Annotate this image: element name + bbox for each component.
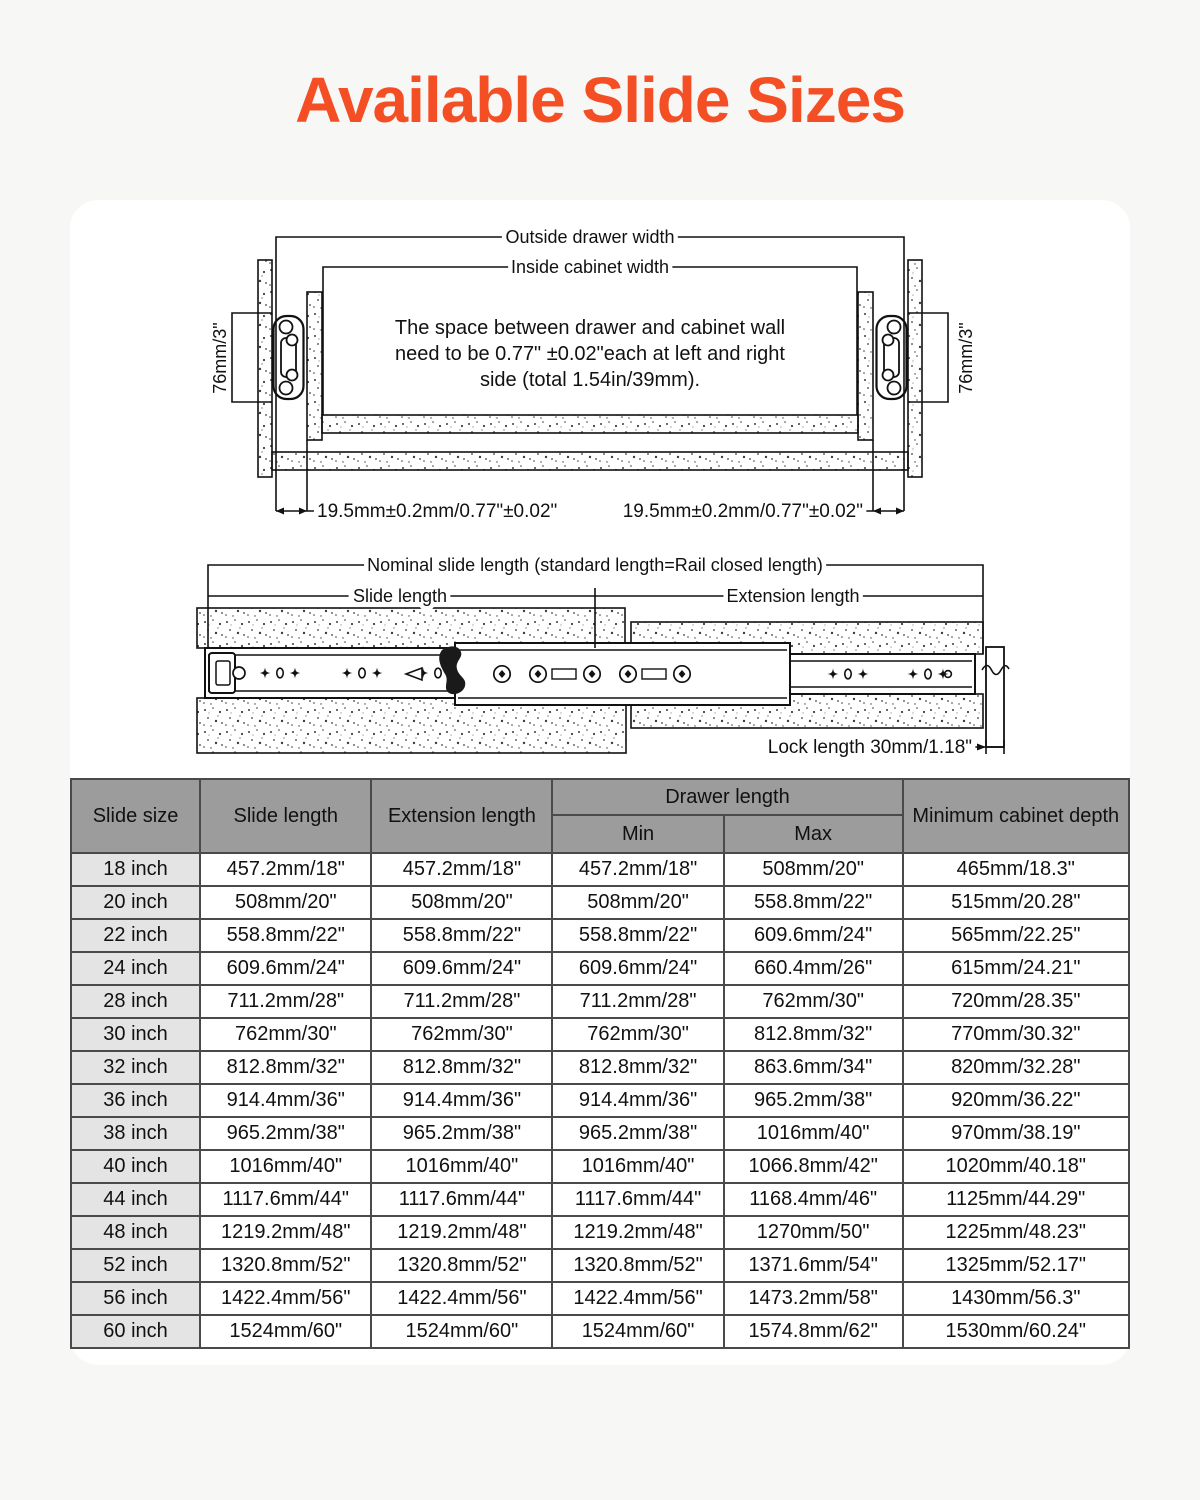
row-cell: 1219.2mm/48" [200, 1216, 371, 1249]
row-cell: 711.2mm/28" [200, 985, 371, 1018]
row-cell: 762mm/30" [552, 1018, 723, 1051]
size-table-body [71, 853, 1129, 1348]
side-gap-label-left: 19.5mm±0.2mm/0.77"±0.02" [317, 501, 558, 522]
row-slide-size: 38 inch [71, 1117, 200, 1150]
row-cell: 1524mm/60" [371, 1315, 552, 1348]
row-cell: 1066.8mm/42" [724, 1150, 903, 1183]
header-min-cabinet-depth: Minimum cabinet depth [903, 779, 1129, 853]
row-slide-size: 32 inch [71, 1051, 200, 1084]
row-cell: 609.6mm/24" [552, 952, 723, 985]
table-row [71, 853, 1129, 886]
cabinet-wall-left [258, 260, 272, 477]
row-cell: 820mm/32.28" [903, 1051, 1129, 1084]
row-cell: 1117.6mm/44" [552, 1183, 723, 1216]
row-cell: 615mm/24.21" [903, 952, 1129, 985]
row-cell: 1225mm/48.23" [903, 1216, 1129, 1249]
table-row [71, 1018, 1129, 1051]
row-cell: 970mm/38.19" [903, 1117, 1129, 1150]
slide-length-diagram [197, 555, 1009, 758]
table-row [71, 1183, 1129, 1216]
table-row [71, 1315, 1129, 1348]
row-cell: 1422.4mm/56" [552, 1282, 723, 1315]
row-cell: 515mm/20.28" [903, 886, 1129, 919]
row-cell: 1219.2mm/48" [552, 1216, 723, 1249]
rail-height-label-left: 76mm/3" [210, 322, 230, 394]
cabinet-bottom-panel [197, 698, 626, 753]
drawer-wall-right [858, 292, 873, 440]
table-row [71, 1282, 1129, 1315]
header-slide-size: Slide size [71, 779, 200, 853]
table-row [71, 1051, 1129, 1084]
row-slide-size: 28 inch [71, 985, 200, 1018]
row-slide-size: 22 inch [71, 919, 200, 952]
table-row [71, 919, 1129, 952]
header-drawer-min: Min [552, 815, 723, 853]
row-cell: 762mm/30" [371, 1018, 552, 1051]
carriage-member [406, 643, 790, 705]
row-cell: 770mm/30.32" [903, 1018, 1129, 1051]
row-cell: 508mm/20" [371, 886, 552, 919]
row-cell: 1320.8mm/52" [200, 1249, 371, 1282]
size-table [70, 778, 1130, 1349]
row-slide-size: 36 inch [71, 1084, 200, 1117]
header-drawer-length: Drawer length [552, 779, 902, 815]
row-cell: 711.2mm/28" [552, 985, 723, 1018]
row-cell: 762mm/30" [200, 1018, 371, 1051]
drawer-bottom [322, 415, 858, 433]
row-cell: 1168.4mm/46" [724, 1183, 903, 1216]
clearance-note-line3: side (total 1.54in/39mm). [479, 369, 701, 391]
row-cell: 965.2mm/38" [724, 1084, 903, 1117]
row-cell: 558.8mm/22" [371, 919, 552, 952]
row-cell: 914.4mm/36" [200, 1084, 371, 1117]
row-cell: 609.6mm/24" [724, 919, 903, 952]
row-cell: 812.8mm/32" [200, 1051, 371, 1084]
page-title: Available Slide Sizes [295, 64, 905, 136]
row-cell: 1320.8mm/52" [552, 1249, 723, 1282]
inside-width-dim-line [323, 267, 857, 415]
row-cell: 1117.6mm/44" [371, 1183, 552, 1216]
row-slide-size: 44 inch [71, 1183, 200, 1216]
row-cell: 711.2mm/28" [371, 985, 552, 1018]
row-cell: 508mm/20" [552, 886, 723, 919]
side-gap-label-right: 19.5mm±0.2mm/0.77"±0.02" [622, 501, 863, 522]
row-cell: 914.4mm/36" [371, 1084, 552, 1117]
table-row [71, 952, 1129, 985]
row-cell: 965.2mm/38" [200, 1117, 371, 1150]
row-cell: 1325mm/52.17" [903, 1249, 1129, 1282]
table-row [71, 1216, 1129, 1249]
spec-card [70, 200, 1130, 1365]
drawer-wall-left [307, 292, 322, 440]
row-cell: 1430mm/56.3" [903, 1282, 1129, 1315]
row-cell: 720mm/28.35" [903, 985, 1129, 1018]
row-cell: 965.2mm/38" [552, 1117, 723, 1150]
clearance-note-line1: The space between drawer and cabinet wall [394, 317, 786, 339]
row-cell: 1117.6mm/44" [200, 1183, 371, 1216]
clearance-note-line2: need to be 0.77" ±0.02"each at left and right [395, 343, 785, 365]
technical-diagrams [70, 200, 1130, 778]
row-cell: 1371.6mm/54" [724, 1249, 903, 1282]
row-cell: 558.8mm/22" [724, 886, 903, 919]
row-cell: 1473.2mm/58" [724, 1282, 903, 1315]
row-slide-size: 56 inch [71, 1282, 200, 1315]
slide-cross-section-left [274, 316, 304, 399]
row-cell: 920mm/36.22" [903, 1084, 1129, 1117]
row-cell: 1016mm/40" [552, 1150, 723, 1183]
row-cell: 609.6mm/24" [200, 952, 371, 985]
row-cell: 1016mm/40" [724, 1117, 903, 1150]
row-slide-size: 52 inch [71, 1249, 200, 1282]
row-cell: 1219.2mm/48" [371, 1216, 552, 1249]
table-row [71, 1084, 1129, 1117]
cabinet-wall-right [908, 260, 922, 477]
row-cell: 465mm/18.3" [903, 853, 1129, 886]
row-cell: 1422.4mm/56" [200, 1282, 371, 1315]
row-cell: 863.6mm/34" [724, 1051, 903, 1084]
row-cell: 812.8mm/32" [552, 1051, 723, 1084]
row-cell: 914.4mm/36" [552, 1084, 723, 1117]
row-cell: 1422.4mm/56" [371, 1282, 552, 1315]
row-cell: 812.8mm/32" [724, 1018, 903, 1051]
nominal-length-label: Nominal slide length (standard length=Rail closed length) [367, 555, 823, 575]
header-extension-length: Extension length [371, 779, 552, 853]
row-cell: 457.2mm/18" [200, 853, 371, 886]
drawer-front-end-piece [982, 647, 1009, 747]
row-cell: 1016mm/40" [200, 1150, 371, 1183]
row-cell: 1524mm/60" [200, 1315, 371, 1348]
row-cell: 457.2mm/18" [371, 853, 552, 886]
lock-length-label: Lock length 30mm/1.18" [767, 737, 972, 758]
table-row [71, 1249, 1129, 1282]
table-row [71, 985, 1129, 1018]
slide-length-label: Slide length [352, 586, 448, 606]
row-slide-size: 18 inch [71, 853, 200, 886]
drawer-width-diagram [210, 227, 976, 522]
row-cell: 565mm/22.25" [903, 919, 1129, 952]
row-cell: 1524mm/60" [552, 1315, 723, 1348]
row-cell: 1530mm/60.24" [903, 1315, 1129, 1348]
row-cell: 1016mm/40" [371, 1150, 552, 1183]
row-cell: 558.8mm/22" [552, 919, 723, 952]
lock-length-dim [768, 737, 1004, 758]
slide-cross-section-right [877, 316, 907, 399]
row-cell: 508mm/20" [200, 886, 371, 919]
cabinet-bottom [272, 452, 908, 470]
inside-width-label: Inside cabinet width [510, 257, 670, 277]
row-slide-size: 48 inch [71, 1216, 200, 1249]
row-cell: 1020mm/40.18" [903, 1150, 1129, 1183]
table-row [71, 1117, 1129, 1150]
row-cell: 508mm/20" [724, 853, 903, 886]
header-slide-length: Slide length [200, 779, 371, 853]
header-drawer-max: Max [724, 815, 903, 853]
table-row [71, 1150, 1129, 1183]
table-row [71, 886, 1129, 919]
row-slide-size: 24 inch [71, 952, 200, 985]
extension-length-label: Extension length [726, 586, 860, 606]
row-cell: 457.2mm/18" [552, 853, 723, 886]
title-block [0, 0, 1200, 200]
outside-width-label: Outside drawer width [505, 227, 675, 247]
size-table-header [71, 779, 1129, 853]
row-cell: 558.8mm/22" [200, 919, 371, 952]
row-slide-size: 30 inch [71, 1018, 200, 1051]
row-cell: 660.4mm/26" [724, 952, 903, 985]
row-cell: 1270mm/50" [724, 1216, 903, 1249]
row-cell: 609.6mm/24" [371, 952, 552, 985]
rail-height-label-right: 76mm/3" [956, 322, 976, 394]
row-cell: 1125mm/44.29" [903, 1183, 1129, 1216]
row-cell: 812.8mm/32" [371, 1051, 552, 1084]
row-slide-size: 40 inch [71, 1150, 200, 1183]
row-slide-size: 60 inch [71, 1315, 200, 1348]
row-cell: 1320.8mm/52" [371, 1249, 552, 1282]
row-cell: 965.2mm/38" [371, 1117, 552, 1150]
row-cell: 762mm/30" [724, 985, 903, 1018]
row-slide-size: 20 inch [71, 886, 200, 919]
row-cell: 1574.8mm/62" [724, 1315, 903, 1348]
